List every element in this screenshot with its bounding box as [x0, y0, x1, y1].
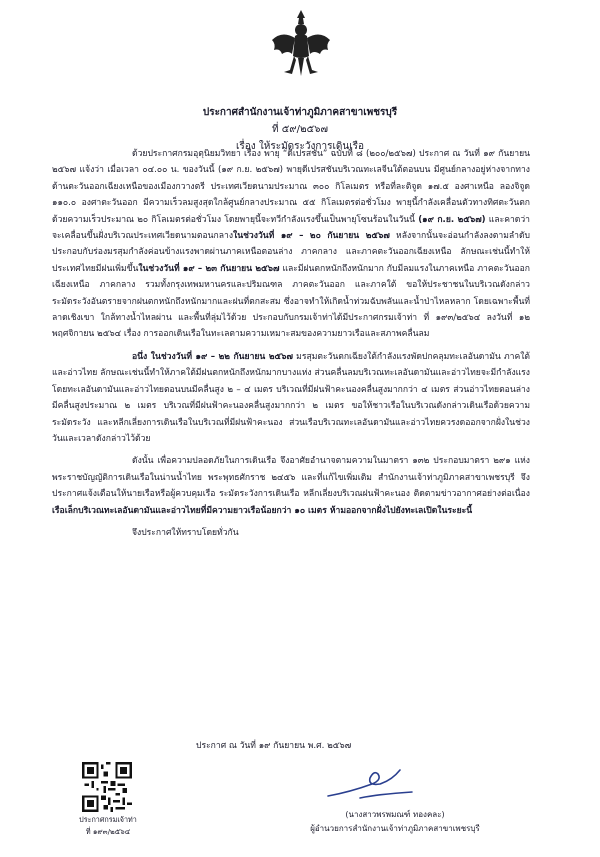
signer-block	[295, 808, 495, 836]
signer-position: ผู้อำนวยการสำนักงานเจ้าท่าภูมิภาคสาขาเพชรบุรี	[310, 824, 480, 833]
document-body	[52, 146, 530, 541]
qr-caption: ประกาศกรมเจ้าท่า ที่ ๑๙๓/๒๕๖๔	[79, 815, 137, 836]
qr-code-icon[interactable]	[82, 762, 132, 812]
document-subject: เรื่อง ให้ระมัดระวังการเดินเรือ	[236, 141, 364, 152]
handwritten-signature-icon	[320, 762, 420, 806]
document-title: ประกาศสำนักงานเจ้าท่าภูมิภาคสาขาเพชรบุรี	[202, 107, 398, 118]
signer-name: (นางสาวพรพมณฑ์ ทองคละ)	[345, 810, 445, 819]
closing-line: จึงประกาศให้ทราบโดยทั่วกัน	[132, 527, 239, 538]
paragraph-2: อนึ่ง ในช่วงวันที่ ๑๙ – ๒๒ กันยายน ๒๕๖๗ มรสุมตะวันตกเฉียงใต้กำลังแรงพัดปกคลุมทะเลอันดามัน ภาคใต้ และอ่าวไทย ลักษณะเช่นนี้ทำให้ภาคใต้มีฝนตกหนักถึงหนักมากบางแห่ง ส่วนคลื่นลมบริเวณทะเลอันดามันและอ่าวไทยจะมีกำลังแรง โดยทะเลอันดามันและอ่าวไทยตอนบนมีคลื่นสูง ๒ – ๔ เมตร บริเวณที่มีฝนฟ้าคะนองคลื่นสูงมากกว่า ๔ เมตร ส่วนอ่าวไทยตอนล่างมีคลื่นสูงประมาณ ๒ เมตร บริเวณที่มีฝนฟ้าคะนองคลื่นสูงมากกว่า ๒ เมตร ขอให้ชาวเรือในบริเวณดังกล่าวเดินเรือด้วยความระมัดระวัง และหลีกเลี่ยงการเดินเรือในบริเวณที่มีฝนฟ้าคะนอง ส่วนเรือบริเวณทะเลอันดามันและอ่าวไทยควรงดออกจากฝั่งในช่วงวันและเวลาดังกล่าวไว้ด้วย	[52, 351, 531, 444]
paragraph-1: ด้วยประกาศกรมอุตุนิยมวิทยา เรื่อง พายุ “ดีเปรสชัน” ฉบับที่ ๘ (๒๐๐/๒๕๖๗) ประกาศ ณ วันที่ ๑๙ กันยายน ๒๕๖๗ แจ้งว่า เมื่อเวลา ๐๔.๐๐ น. ของวันนี้ (๑๙ ก.ย. ๒๕๖๗) พายุดีเปรสชันบริเวณทะเลจีนใต้ตอนบน มีศูนย์กลางอยู่ห่างจากทางด้านตะวันออกเฉียงเหนือของเมืองกวางตรี ประเทศเวียดนามประมาณ ๓๐๐ กิโลเมตร หรือที่ละติจูด ๑๗.๕ องศาเหนือ ลองจิจูด ๑๑๐.๐ องศาตะวันออก มีความเร็วลมสูงสุดใกล้ศูนย์กลางประมาณ ๕๕ กิโลเมตรต่อชั่วโมง พายุนี้กำลังเคลื่อนตัวทางทิศตะวันตก ด้วยความเร็วประมาณ ๒๐ กิโลเมตรต่อชั่วโมง โดยพายุนี้จะทวีกำลังแรงขึ้นเป็นพายุโซนร้อนในวันนี้ (๑๙ ก.ย. ๒๕๖๗) และคาดว่าจะเคลื่อนขึ้นฝั่งบริเวณประเทศเวียดนามตอนกลางในช่วงวันที่ ๑๙ – ๒๐ กันยายน ๒๕๖๗ หลังจากนั้นจะอ่อนกำลังลงตามลำดับ ประกอบกับร่องมรสุมกำลังค่อนข้างแรงพาดผ่านภาคเหนือตอนล่าง ภาคกลาง และภาคตะวันออกเฉียงเหนือ ลักษณะเช่นนี้ทำให้ประเทศไทยมีฝนเพิ่มขึ้นในช่วงวันที่ ๑๙ – ๒๓ กันยายน ๒๕๖๗ และมีฝนตกหนักถึงหนักมาก กับมีลมแรงในภาคเหนือ ภาคตะวันออกเฉียงเหนือ ภาคกลาง รวมทั้งกรุงเทพมหานครและปริมณฑล ภาคตะวันออก และภาคใต้ ขอให้ประชาชนในบริเวณดังกล่าวระมัดระวังอันตรายจากฝนตกหนักถึงหนักมากและฝนที่ตกสะสม ซึ่งอาจทำให้เกิดน้ำท่วมฉับพลันและน้ำป่าไหลหลาก โดยเฉพาะพื้นที่ลาดเชิงเขา ใกล้ทางน้ำไหลผ่าน และพื้นที่ลุ่มไว้ด้วย ประกอบกับกรมเจ้าท่าได้มีประกาศกรมเจ้าท่า ที่ ๑๙๓/๒๕๖๔ ลงวันที่ ๑๒ พฤศจิกายน ๒๕๖๔ เรื่อง การออกเดินเรือในทะเลตามความเหมาะสมของความยาวเรือและสภาพคลื่นลม	[52, 149, 531, 340]
document-number: ที่ ๕๙/๒๕๖๗	[271, 124, 329, 135]
garuda-emblem-icon	[270, 8, 332, 80]
paragraph-3: ดังนั้น เพื่อความปลอดภัยในการเดินเรือ จึงอาศัยอำนาจตามความในมาตรา ๑๓๒ ประกอบมาตรา ๒๙๑ แห่งพระราชบัญญัติการเดินเรือในน่านน้ำไทย พระพุทธศักราช ๒๔๕๖ และที่แก้ไขเพิ่มเติม สำนักงานเจ้าท่าภูมิภาคสาขาเพชรบุรี จึงประกาศแจ้งเตือนให้นายเรือหรือผู้ควบคุมเรือ ระมัดระวังการเดินเรือ หลีกเลี่ยงบริเวณฝนฟ้าคะนอง ติดตามข่าวอากาศอย่างต่อเนื่อง เรือเล็กบริเวณทะเลอันดามันและอ่าวไทยที่มีความยาวเรือน้อยกว่า ๑๐ เมตร ห้ามออกจากฝั่งไปยังทะเลเปิดในระยะนี้	[52, 456, 530, 516]
announcement-date: ประกาศ ณ วันที่ ๑๙ กันยายน พ.ศ. ๒๕๖๗	[196, 741, 352, 751]
